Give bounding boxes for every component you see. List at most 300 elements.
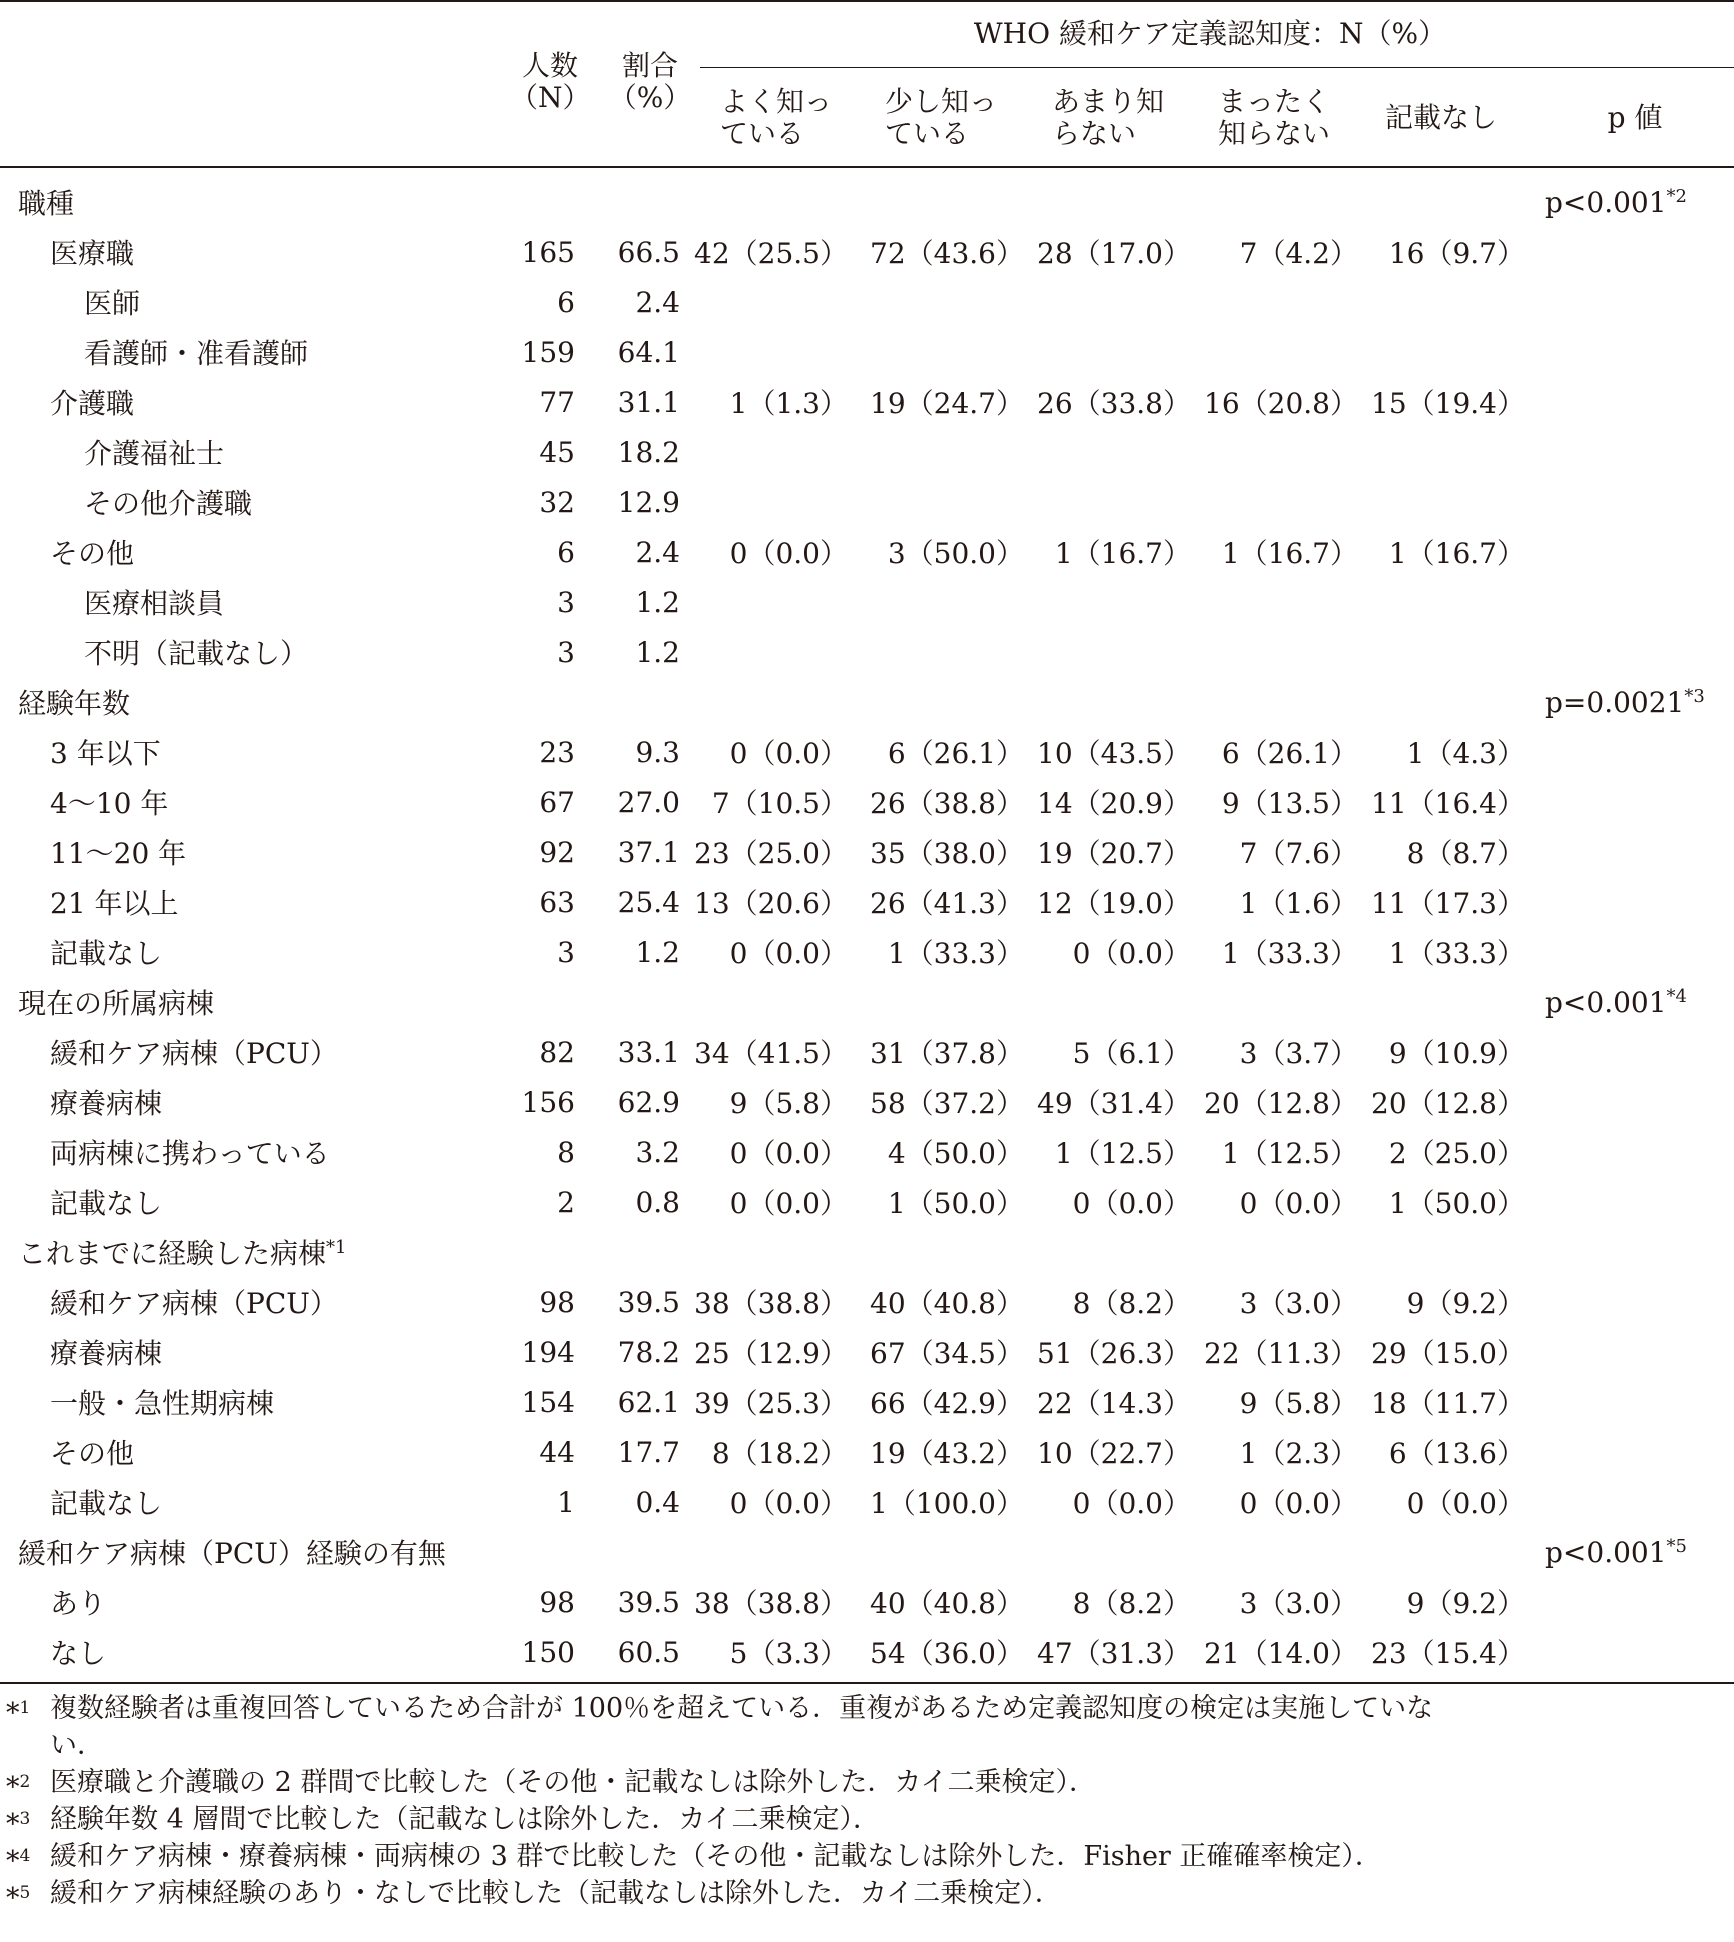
bottom-rule <box>0 1682 1734 1684</box>
header-col-1-line2: ている <box>720 117 805 150</box>
row-label-text: 療養病棟 <box>50 1087 163 1120</box>
cell-awareness-3: 5（6.1） <box>1072 1037 1191 1070</box>
cell-pct: 62.1 <box>617 1385 680 1419</box>
cell-awareness-1: 42（25.5） <box>694 237 848 270</box>
cell-awareness-1 <box>680 427 848 477</box>
cell-awareness-4: 1（2.3） <box>1239 1437 1358 1470</box>
cell-awareness-2: 1（50.0） <box>887 1187 1024 1220</box>
footnotes <box>0 1690 1734 1912</box>
cell-awareness-5 <box>1358 1527 1525 1577</box>
cell-n: 150 <box>521 1635 575 1669</box>
row-label-text: 緩和ケア病棟（PCU） <box>50 1287 338 1320</box>
row-label-text: 介護職 <box>50 387 135 420</box>
header-pct-line1: 割合 <box>621 49 678 82</box>
footnote-mark <box>6 1875 30 1917</box>
cell-awareness-1: 39（25.3） <box>694 1387 848 1420</box>
row-label-text: 職種 <box>18 187 75 220</box>
cell-pct: 33.1 <box>617 1035 680 1069</box>
cell-awareness-2 <box>848 677 1024 727</box>
cell-pvalue <box>1525 1127 1734 1177</box>
cell-awareness-1: 5（3.3） <box>729 1637 848 1670</box>
row-label <box>0 677 490 727</box>
cell-awareness-5: 1（16.7） <box>1388 537 1525 570</box>
cell-n: 165 <box>521 235 575 269</box>
cell-pvalue <box>1525 1577 1734 1627</box>
row-label-text: その他 <box>50 537 135 570</box>
cell-awareness-2 <box>848 277 1024 327</box>
cell-awareness-2: 26（38.8） <box>870 787 1024 820</box>
cell-pvalue <box>1525 177 1734 227</box>
table-row <box>0 1627 1734 1677</box>
cell-awareness-4 <box>1191 1227 1358 1277</box>
cell-n: 82 <box>539 1035 575 1069</box>
cell-awareness-1: 23（25.0） <box>694 837 848 870</box>
cell-n: 98 <box>539 1585 575 1619</box>
cell-awareness-1: 0（0.0） <box>729 937 848 970</box>
row-label <box>0 1377 490 1427</box>
cell-awareness-2: 67（34.5） <box>870 1337 1024 1370</box>
pvalue-text: p<0.001 <box>1545 185 1667 219</box>
table-row <box>0 527 1734 577</box>
header-rule <box>0 166 1734 168</box>
group-rule <box>700 67 1734 68</box>
table-row <box>0 327 1734 377</box>
cell-awareness-1: 1（1.3） <box>729 387 848 420</box>
cell-awareness-4: 21（14.0） <box>1204 1637 1358 1670</box>
cell-awareness-2 <box>848 477 1024 527</box>
cell-pct: 62.9 <box>617 1085 680 1119</box>
cell-pvalue <box>1525 1427 1734 1477</box>
footnote-ref: *4 <box>1666 985 1687 1007</box>
cell-awareness-5 <box>1358 477 1525 527</box>
cell-awareness-4: 9（13.5） <box>1221 787 1358 820</box>
table-row <box>0 1577 1734 1627</box>
row-label <box>0 577 490 627</box>
row-label <box>0 1477 490 1527</box>
cell-awareness-1: 9（5.8） <box>729 1087 848 1120</box>
cell-awareness-2: 1（100.0） <box>870 1487 1024 1520</box>
row-label <box>0 1527 490 1577</box>
footnote-asterisk: * <box>6 1883 20 1914</box>
cell-awareness-3 <box>1024 1527 1191 1577</box>
footnote-number: 5 <box>19 1883 31 1903</box>
table-row <box>0 227 1734 277</box>
cell-n <box>490 677 575 727</box>
cell-awareness-2 <box>848 427 1024 477</box>
row-label <box>0 227 490 277</box>
row-label-text: 両病棟に携わっている <box>50 1137 330 1170</box>
cell-awareness-1: 0（0.0） <box>729 1487 848 1520</box>
cell-awareness-4 <box>1191 177 1358 227</box>
category-row <box>0 677 1734 727</box>
cell-awareness-3: 49（31.4） <box>1037 1087 1191 1120</box>
footnote-text: 医療職と介護職の 2 群間で比較した（その他・記載なしは除外した．カイ二乗検定）． <box>50 1767 1097 1798</box>
cell-awareness-3: 8（8.2） <box>1072 1287 1191 1320</box>
cell-pct: 1.2 <box>635 935 680 969</box>
cell-n: 194 <box>521 1335 575 1369</box>
cell-pct <box>575 977 680 1027</box>
cell-awareness-2: 1（33.3） <box>887 937 1024 970</box>
cell-awareness-3: 12（19.0） <box>1037 887 1191 920</box>
cell-awareness-2 <box>848 327 1024 377</box>
cell-n: 44 <box>539 1435 575 1469</box>
cell-n <box>490 1227 575 1277</box>
cell-awareness-3 <box>1024 477 1191 527</box>
cell-awareness-5: 1（4.3） <box>1406 737 1525 770</box>
cell-awareness-5: 8（8.7） <box>1406 837 1525 870</box>
cell-awareness-5: 11（16.4） <box>1371 787 1525 820</box>
cell-awareness-5: 1（33.3） <box>1388 937 1525 970</box>
cell-pct: 39.5 <box>617 1285 680 1319</box>
row-label-text: 看護師・准看護師 <box>84 337 309 370</box>
table-row <box>0 727 1734 777</box>
cell-n: 3 <box>557 635 575 669</box>
row-label-text: 不明（記載なし） <box>84 637 309 670</box>
cell-awareness-4: 9（5.8） <box>1239 1387 1358 1420</box>
cell-awareness-5: 9（9.2） <box>1406 1587 1525 1620</box>
cell-n <box>490 977 575 1027</box>
cell-awareness-2: 58（37.2） <box>870 1087 1024 1120</box>
cell-awareness-4: 3（3.7） <box>1239 1037 1358 1070</box>
cell-awareness-3: 10（43.5） <box>1037 737 1191 770</box>
cell-awareness-5 <box>1358 627 1525 677</box>
row-label <box>0 1077 490 1127</box>
row-label <box>0 527 490 577</box>
table-row <box>0 777 1734 827</box>
cell-pct <box>575 677 680 727</box>
row-label-text: 4～10 年 <box>50 787 169 820</box>
cell-awareness-3 <box>1024 277 1191 327</box>
cell-pct: 37.1 <box>617 835 680 869</box>
table-row <box>0 1077 1734 1127</box>
cell-awareness-4 <box>1191 477 1358 527</box>
cell-pvalue <box>1525 1527 1734 1577</box>
header-pct <box>605 50 695 114</box>
row-label-text: 緩和ケア病棟（PCU） <box>50 1037 338 1070</box>
row-label-text: あり <box>50 1587 107 1620</box>
cell-awareness-3: 0（0.0） <box>1072 937 1191 970</box>
row-label <box>0 1027 490 1077</box>
cell-n: 2 <box>557 1185 575 1219</box>
cell-awareness-4: 1（33.3） <box>1221 937 1358 970</box>
cell-awareness-4 <box>1191 277 1358 327</box>
table-row <box>0 1177 1734 1227</box>
cell-pvalue <box>1525 627 1734 677</box>
cell-pvalue <box>1525 727 1734 777</box>
cell-awareness-3 <box>1024 627 1191 677</box>
cell-awareness-2 <box>848 577 1024 627</box>
cell-awareness-5: 15（19.4） <box>1371 387 1525 420</box>
cell-awareness-2 <box>848 177 1024 227</box>
cell-awareness-3: 10（22.7） <box>1037 1437 1191 1470</box>
cell-n: 32 <box>539 485 575 519</box>
cell-n: 6 <box>557 285 575 319</box>
table-row <box>0 927 1734 977</box>
cell-awareness-5: 23（15.4） <box>1371 1637 1525 1670</box>
cell-pct: 1.2 <box>635 585 680 619</box>
table-body <box>0 177 1734 1677</box>
footnote-1 <box>0 1690 1734 1764</box>
cell-awareness-5 <box>1358 277 1525 327</box>
cell-awareness-5: 18（11.7） <box>1371 1387 1525 1420</box>
cell-pct: 60.5 <box>617 1635 680 1669</box>
cell-awareness-3 <box>1024 977 1191 1027</box>
cell-awareness-1 <box>680 477 848 527</box>
table-row <box>0 627 1734 677</box>
header-col-4-line1: まったく <box>1218 85 1331 118</box>
row-label <box>0 327 490 377</box>
cell-pvalue <box>1525 977 1734 1027</box>
header-col-1 <box>720 86 870 150</box>
footnote-asterisk: * <box>6 1698 20 1729</box>
cell-awareness-2: 66（42.9） <box>870 1387 1024 1420</box>
table-row <box>0 877 1734 927</box>
cell-awareness-4: 7（7.6） <box>1239 837 1358 870</box>
cell-awareness-4: 0（0.0） <box>1239 1487 1358 1520</box>
cell-n: 154 <box>521 1385 575 1419</box>
cell-awareness-1: 8（18.2） <box>711 1437 848 1470</box>
cell-pvalue <box>1525 1477 1734 1527</box>
footnote-text: 複数経験者は重複回答しているため合計が 100％を超えている．重複があるため定義認知度の検定は実施していな <box>50 1693 1434 1724</box>
row-label-text: なし <box>50 1637 107 1670</box>
cell-n: 8 <box>557 1135 575 1169</box>
cell-pct: 39.5 <box>617 1585 680 1619</box>
row-label-text: 介護福祉士 <box>84 437 225 470</box>
cell-pvalue <box>1525 1227 1734 1277</box>
footnote-ref: *3 <box>1684 685 1705 707</box>
cell-awareness-4: 16（20.8） <box>1204 387 1358 420</box>
cell-awareness-5: 6（13.6） <box>1388 1437 1525 1470</box>
table-row <box>0 577 1734 627</box>
row-label-text: 記載なし <box>50 937 163 970</box>
cell-awareness-3 <box>1024 427 1191 477</box>
cell-awareness-4: 7（4.2） <box>1239 237 1358 270</box>
cell-awareness-4 <box>1191 577 1358 627</box>
cell-awareness-2: 26（41.3） <box>870 887 1024 920</box>
category-row <box>0 1227 1734 1277</box>
cell-n: 98 <box>539 1285 575 1319</box>
row-label-text: 緩和ケア病棟（PCU）経験の有無 <box>18 1537 446 1570</box>
cell-awareness-1 <box>680 577 848 627</box>
cell-pvalue <box>1525 927 1734 977</box>
cell-pvalue <box>1525 1627 1734 1677</box>
table-row <box>0 277 1734 327</box>
cell-awareness-5 <box>1358 1227 1525 1277</box>
footnote-number: 2 <box>19 1772 31 1792</box>
header-col-3-line1: あまり知 <box>1052 85 1165 118</box>
cell-awareness-5: 1（50.0） <box>1388 1187 1525 1220</box>
pvalue-text: p<0.001 <box>1545 985 1667 1019</box>
cell-awareness-4 <box>1191 1527 1358 1577</box>
table-row <box>0 1327 1734 1377</box>
footnote-asterisk: * <box>6 1809 20 1840</box>
row-label <box>0 1427 490 1477</box>
cell-awareness-1: 34（41.5） <box>694 1037 848 1070</box>
table-row <box>0 1377 1734 1427</box>
cell-awareness-5 <box>1358 977 1525 1027</box>
cell-awareness-3: 22（14.3） <box>1037 1387 1191 1420</box>
row-label-text: 記載なし <box>50 1487 163 1520</box>
cell-awareness-1 <box>680 327 848 377</box>
cell-awareness-4: 22（11.3） <box>1204 1337 1358 1370</box>
footnote-number: 3 <box>19 1809 31 1829</box>
cell-pct: 25.4 <box>617 885 680 919</box>
cell-awareness-2: 54（36.0） <box>870 1637 1024 1670</box>
cell-awareness-1 <box>680 1527 848 1577</box>
header-n <box>510 50 590 114</box>
cell-awareness-1: 38（38.8） <box>694 1287 848 1320</box>
cell-awareness-5 <box>1358 677 1525 727</box>
pvalue-text: p<0.001 <box>1545 1535 1667 1569</box>
cell-awareness-1: 0（0.0） <box>729 1137 848 1170</box>
cell-pct: 3.2 <box>635 1135 680 1169</box>
cell-awareness-2 <box>848 977 1024 1027</box>
row-label <box>0 1627 490 1677</box>
cell-n: 1 <box>557 1485 575 1519</box>
cell-awareness-1: 0（0.0） <box>729 1187 848 1220</box>
row-label <box>0 477 490 527</box>
table-row <box>0 1477 1734 1527</box>
cell-n: 63 <box>539 885 575 919</box>
cell-awareness-3 <box>1024 1227 1191 1277</box>
cell-pvalue <box>1525 1077 1734 1127</box>
row-label <box>0 627 490 677</box>
cell-pvalue <box>1525 1277 1734 1327</box>
cell-n: 77 <box>539 385 575 419</box>
cell-awareness-4: 3（3.0） <box>1239 1287 1358 1320</box>
cell-pct: 0.4 <box>635 1485 680 1519</box>
row-label <box>0 1177 490 1227</box>
row-label <box>0 177 490 227</box>
cell-n: 6 <box>557 535 575 569</box>
table-row <box>0 1027 1734 1077</box>
cell-awareness-1: 0（0.0） <box>729 537 848 570</box>
pvalue-text: p=0.0021 <box>1545 685 1685 719</box>
cell-awareness-4: 3（3.0） <box>1239 1587 1358 1620</box>
cell-awareness-5 <box>1358 427 1525 477</box>
row-label <box>0 727 490 777</box>
cell-pct: 27.0 <box>617 785 680 819</box>
table-row <box>0 1277 1734 1327</box>
cell-n: 159 <box>521 335 575 369</box>
category-row <box>0 1527 1734 1577</box>
footnote-text: い． <box>50 1730 104 1761</box>
table-row <box>0 827 1734 877</box>
cell-pct: 1.2 <box>635 635 680 669</box>
cell-awareness-2: 40（40.8） <box>870 1587 1024 1620</box>
cell-pvalue <box>1525 1377 1734 1427</box>
cell-awareness-1 <box>680 627 848 677</box>
footnote-mark <box>6 1690 30 1732</box>
cell-pvalue <box>1525 1027 1734 1077</box>
cell-awareness-3 <box>1024 177 1191 227</box>
cell-awareness-5: 16（9.7） <box>1388 237 1525 270</box>
cell-n: 3 <box>557 585 575 619</box>
cell-pvalue <box>1525 227 1734 277</box>
row-label <box>0 1277 490 1327</box>
footnote-text: 経験年数 4 層間で比較した（記載なしは除外した．カイ二乗検定）． <box>50 1804 881 1835</box>
cell-awareness-4: 1（1.6） <box>1239 887 1358 920</box>
cell-awareness-2 <box>848 1227 1024 1277</box>
cell-n: 23 <box>539 735 575 769</box>
footnote-3 <box>0 1801 1734 1838</box>
cell-pct: 18.2 <box>617 435 680 469</box>
cell-awareness-5: 2（25.0） <box>1388 1137 1525 1170</box>
row-label-text: 療養病棟 <box>50 1337 163 1370</box>
cell-awareness-3: 0（0.0） <box>1072 1487 1191 1520</box>
header-col-2 <box>885 86 1035 150</box>
row-label-text: 医療相談員 <box>84 587 225 620</box>
category-row <box>0 977 1734 1027</box>
cell-pvalue <box>1525 577 1734 627</box>
footnote-4 <box>0 1838 1734 1875</box>
cell-pvalue <box>1525 377 1734 427</box>
data-table <box>0 177 1734 1677</box>
cell-awareness-4 <box>1191 427 1358 477</box>
cell-pct <box>575 1527 680 1577</box>
cell-awareness-4: 1（16.7） <box>1221 537 1358 570</box>
cell-awareness-5 <box>1358 177 1525 227</box>
cell-awareness-2: 19（24.7） <box>870 387 1024 420</box>
row-label-text: 21 年以上 <box>50 887 179 920</box>
row-label-text: これまでに経験した病棟 <box>18 1237 327 1270</box>
cell-awareness-4 <box>1191 677 1358 727</box>
cell-pct <box>575 177 680 227</box>
cell-n: 45 <box>539 435 575 469</box>
cell-pvalue <box>1525 277 1734 327</box>
cell-pct: 9.3 <box>635 735 680 769</box>
table-row <box>0 1127 1734 1177</box>
cell-pct: 64.1 <box>617 335 680 369</box>
cell-pct <box>575 1227 680 1277</box>
cell-awareness-5: 9（9.2） <box>1406 1287 1525 1320</box>
cell-awareness-5: 11（17.3） <box>1371 887 1525 920</box>
cell-awareness-4: 1（12.5） <box>1221 1137 1358 1170</box>
cell-awareness-3: 47（31.3） <box>1037 1637 1191 1670</box>
cell-pct: 66.5 <box>617 235 680 269</box>
cell-awareness-3: 14（20.9） <box>1037 787 1191 820</box>
cell-pvalue <box>1525 827 1734 877</box>
cell-pct: 0.8 <box>635 1185 680 1219</box>
cell-awareness-1: 0（0.0） <box>729 737 848 770</box>
footnote-2 <box>0 1764 1734 1801</box>
header-col-1-line1: よく知っ <box>720 85 833 118</box>
cell-pct: 17.7 <box>617 1435 680 1469</box>
cell-awareness-1: 13（20.6） <box>694 887 848 920</box>
cell-awareness-3: 19（20.7） <box>1037 837 1191 870</box>
row-label-text: 3 年以下 <box>50 737 161 770</box>
cell-awareness-4: 20（12.8） <box>1204 1087 1358 1120</box>
cell-pvalue <box>1525 1327 1734 1377</box>
footnote-5 <box>0 1875 1734 1912</box>
top-rule <box>0 0 1734 2</box>
cell-awareness-1 <box>680 1227 848 1277</box>
header-col-4-line2: 知らない <box>1218 117 1331 150</box>
cell-n <box>490 1527 575 1577</box>
cell-awareness-2: 31（37.8） <box>870 1037 1024 1070</box>
cell-awareness-1 <box>680 677 848 727</box>
table-row <box>0 477 1734 527</box>
cell-pvalue <box>1525 477 1734 527</box>
cell-awareness-3 <box>1024 677 1191 727</box>
header-col-3 <box>1052 86 1202 150</box>
header-n-line2: （N） <box>510 81 591 114</box>
cell-pct: 12.9 <box>617 485 680 519</box>
cell-pvalue <box>1525 1177 1734 1227</box>
cell-awareness-3: 0（0.0） <box>1072 1187 1191 1220</box>
cell-awareness-3: 28（17.0） <box>1037 237 1191 270</box>
cell-awareness-4 <box>1191 327 1358 377</box>
